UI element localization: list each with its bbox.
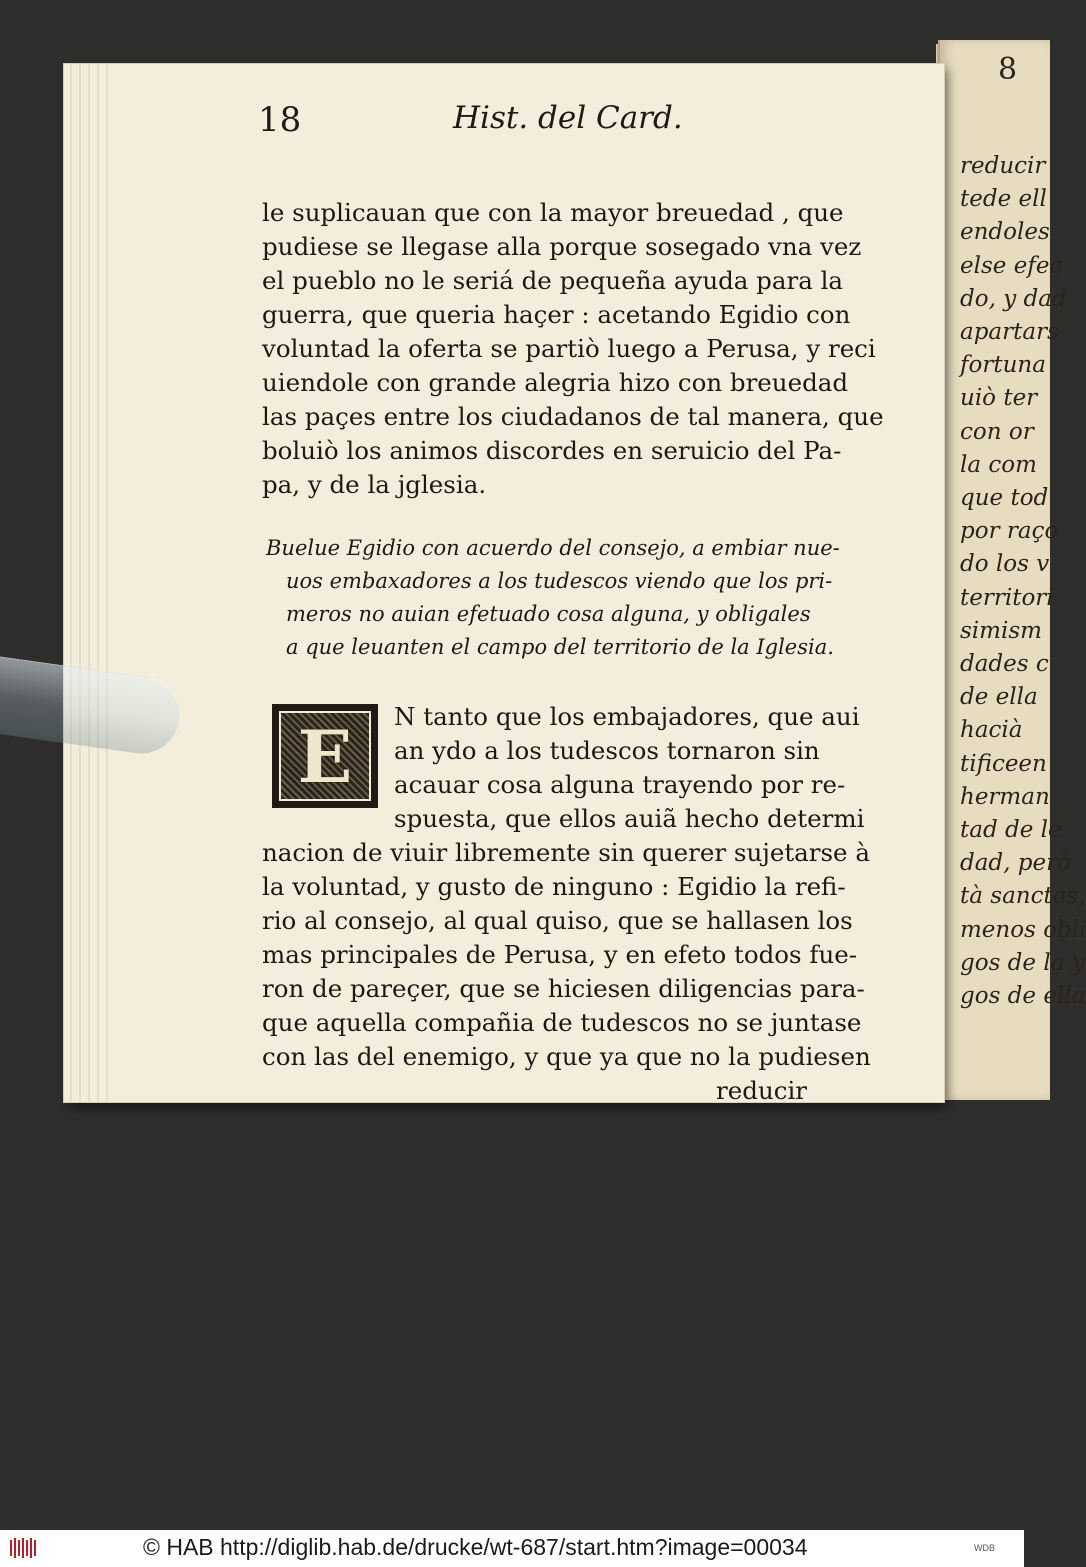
facing-page-line: la com	[960, 451, 1037, 478]
text-line: que aquella compañia de tudescos no se juntase	[262, 1008, 862, 1037]
text-line: nacion de viuir libremente sin querer sujetarse à	[262, 838, 870, 867]
paragraph-2	[262, 836, 871, 1108]
text-line: voluntad la oferta se partiò luego a Perusa, y reci	[262, 334, 876, 363]
facing-page-line: gos de la y	[960, 949, 1085, 976]
summary-line: a que leuanten el campo del territorio de la Iglesia.	[286, 635, 834, 659]
facing-page-line: else efec	[960, 252, 1063, 279]
facing-page-line: do, y dad	[960, 285, 1067, 312]
facing-page-line: dades c	[960, 651, 1049, 678]
facing-page-line: con or	[960, 418, 1034, 445]
summary-line: meros no auian efetuado cosa alguna, y obligales	[286, 602, 811, 626]
running-head	[258, 100, 788, 142]
facing-page-text	[960, 150, 1086, 1013]
footer-code: WDB	[974, 1543, 995, 1553]
facing-page-running-head: 8	[998, 52, 1018, 87]
facing-page-line: tede ell	[960, 186, 1047, 213]
footer-bar	[0, 1530, 1024, 1567]
facing-page-line: tà sanctas,	[960, 883, 1086, 910]
facing-page-line: menos obli	[960, 916, 1086, 943]
facing-page-line: fortuna	[960, 352, 1046, 379]
facing-page-line: dad, però	[960, 850, 1071, 877]
page-number: 18	[258, 100, 302, 140]
text-line: pudiese se llegase alla porque sosegado vna vez	[262, 232, 862, 261]
text-line: pa, y de la jglesia.	[262, 470, 487, 499]
catchword: reducir	[716, 1076, 807, 1105]
paragraph-1	[262, 196, 884, 502]
text-line: guerra, que queria haçer : acetando Egidio con	[262, 300, 851, 329]
text-line: N tanto que los embajadores, que aui	[394, 702, 860, 731]
hab-logo-icon	[8, 1537, 38, 1559]
text-line: la voluntad, y gusto de ninguno : Egidio la refi-	[262, 872, 846, 901]
text-line: con las del enemigo, y que ya que no la pudiesen	[262, 1042, 871, 1071]
text-line: mas principales de Perusa, y en efeto todos fue-	[262, 940, 858, 969]
facing-page-line: gos de ella	[960, 983, 1086, 1010]
facing-page-line: reducir	[960, 153, 1046, 179]
initial-ornament	[279, 711, 371, 801]
facing-page-line: tad de le	[960, 817, 1062, 844]
facing-page-line: apartars	[960, 319, 1059, 346]
text-line: spuesta, que ellos auiã hecho determi	[394, 804, 865, 833]
summary-line: Buelue Egidio con acuerdo del consejo, a embiar nue-	[266, 536, 840, 560]
summary-line: uos embaxadores a los tudescos viendo que los pri-	[286, 569, 833, 593]
text-line: el pueblo no le seriá de pequeña ayuda para la	[262, 266, 844, 295]
facing-page-line: herman	[960, 783, 1050, 810]
text-line: ron de pareçer, que se hiciesen diligencias para-	[262, 974, 865, 1003]
paragraph-2-opening	[394, 700, 865, 836]
facing-page-line: de ella	[960, 684, 1038, 711]
text-line: boluiò los animos discordes en seruicio del Pa-	[262, 436, 842, 465]
facing-page	[938, 40, 1086, 1100]
facing-page-line: do los v	[960, 551, 1050, 578]
running-title: Hist. del Card.	[453, 100, 683, 136]
text-line: rio al consejo, al qual quiso, que se hallasen los	[262, 906, 853, 935]
facing-page-line: territori	[960, 584, 1054, 611]
facing-page-line: que tod	[960, 485, 1049, 512]
initial-letter: E	[297, 713, 353, 799]
text-line: an ydo a los tudescos tornaron sin	[394, 736, 820, 765]
text-line: uiendole con grande alegria hizo con breuedad	[262, 368, 849, 397]
facing-page-line: endoles	[960, 219, 1050, 246]
text-line: las paçes entre los ciudadanos de tal manera, que	[262, 402, 884, 431]
chapter-summary	[266, 532, 840, 664]
facing-page-line: por raço	[960, 518, 1059, 545]
facing-page-line: uiò ter	[960, 385, 1038, 412]
facing-page-line: simism	[960, 617, 1042, 644]
decorated-initial	[272, 704, 378, 808]
text-line: le suplicauan que con la mayor breuedad , que	[262, 198, 844, 227]
facing-page-line: tificeen	[960, 750, 1047, 777]
copyright-url: © HAB http://diglib.hab.de/drucke/wt-687/start.htm?image=00034	[143, 1534, 808, 1560]
text-line: acauar cosa alguna trayendo por re-	[394, 770, 846, 799]
facing-page-line: hacià	[960, 717, 1023, 744]
